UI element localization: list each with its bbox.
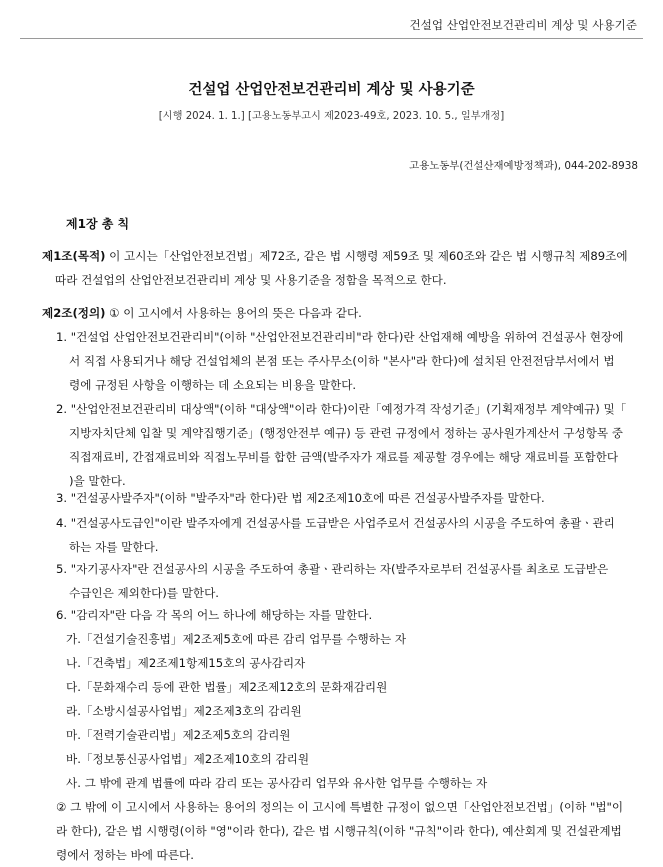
definition-item-4	[56, 511, 641, 559]
running-header: 건설업 산업안전보건관리비 계상 및 사용기준	[409, 18, 637, 32]
document-title: 건설업 산업안전보건관리비 계상 및 사용기준	[188, 82, 475, 98]
article-1-text: 따라 건설업의 산업안전보건관리비 계상 및 사용기준을 정함을 목적으로 한다.	[55, 273, 447, 287]
enactment-info: [시행 2024. 1. 1.] [고용노동부고시 제2023-49호, 2023. 10. 5., 일부개정]	[158, 111, 505, 122]
article-2-intro: ① 이 고시에서 사용하는 용어의 뜻은 다음과 같다.	[105, 306, 362, 320]
header-divider	[20, 38, 643, 39]
article-2-heading: 제2조(정의)	[42, 306, 106, 320]
article-1-heading: 제1조(목적)	[42, 249, 106, 263]
item-line: )을 말한다.	[69, 474, 126, 488]
item-line: 령에 규정된 사항을 이행하는 데 소요되는 비용을 말한다.	[69, 378, 357, 392]
definition-item-1	[56, 325, 641, 397]
paragraph-line: ② 그 밖에 이 고시에서 사용하는 용어의 정의는 이 고시에 특별한 규정이 없으면「산업안전보건법」(이하 "법"이	[56, 800, 624, 814]
item-line: 4. "건설공사도급인"이란 발주자에게 건설공사를 도급받은 사업주로서 건설공사의 시공을 주도하여 총괄ㆍ관리	[56, 516, 615, 530]
item-line: 지방자치단체 입찰 및 계약집행기준」(행정안전부 예규) 등 관련 규정에서 정하는 공사원가계산서 구성항목 중	[69, 426, 623, 440]
item-line: 직접재료비, 간접재료비와 직접노무비를 합한 금액(발주자가 재료를 제공할 경우에는 해당 재료비를 포함한다	[69, 450, 619, 464]
sub-item-ga: 가.「건설기술진흥법」제2조제5호에 따른 감리 업무를 수행하는 자	[66, 632, 407, 646]
item-line: 6. "감리자"란 다음 각 목의 어느 하나에 해당하는 자를 말한다.	[56, 608, 373, 622]
item-line: 5. "자기공사자"란 건설공사의 시공을 주도하여 총괄ㆍ관리하는 자(발주자로부터 건설공사를 최초로 도급받은	[56, 562, 609, 576]
article-1-text: 이 고시는「산업안전보건법」제72조, 같은 법 시행령 제59조 및 제60조와 같은 법 시행규칙 제89조에	[105, 249, 628, 263]
article-2-paragraph-2	[56, 795, 641, 867]
item-line: 1. "건설업 산업안전보건관리비"(이하 "산업안전보건관리비"라 한다)란 산업재해 예방을 위하여 건설공사 현장에	[56, 330, 624, 344]
definition-item-6	[56, 603, 641, 627]
item-line: 3. "건설공사발주자"(이하 "발주자"라 한다)란 법 제2조제10호에 따른 건설공사발주자를 말한다.	[56, 491, 545, 505]
article-2	[42, 301, 642, 325]
article-1	[42, 244, 642, 292]
definition-item-3	[56, 486, 641, 510]
item-line: 2. "산업안전보건관리비 대상액"(이하 "대상액"이라 한다)이란「예정가격 작성기준」(기획재정부 계약예규) 및「	[56, 402, 627, 416]
sub-item-sa: 사. 그 밖에 관계 법률에 따라 감리 또는 공사감리 업무와 유사한 업무를 수행하는 자	[66, 776, 488, 790]
sub-item-na: 나.「건축법」제2조제1항제15호의 공사감리자	[66, 656, 306, 670]
item-line: 하는 자를 말한다.	[69, 540, 159, 554]
sub-item-da: 다.「문화재수리 등에 관한 법률」제2조제12호의 문화재감리원	[66, 680, 388, 694]
ministry-contact: 고용노동부(건설산재예방정책과), 044-202-8938	[409, 160, 638, 172]
paragraph-line: 령에서 정하는 바에 따른다.	[56, 848, 194, 862]
sub-item-ra: 라.「소방시설공사업법」제2조제3호의 감리원	[66, 704, 302, 718]
item-line: 서 직접 사용되거나 해당 건설업체의 본점 또는 주사무소(이하 "본사"라 한다)에 설치된 안전전담부서에서 법	[69, 354, 615, 368]
definition-item-2	[56, 397, 641, 493]
sub-item-ba: 바.「정보통신공사업법」제2조제10호의 감리원	[66, 752, 310, 766]
chapter-heading: 제1장 총 칙	[66, 217, 130, 231]
definition-item-5	[56, 557, 641, 605]
paragraph-line: 라 한다), 같은 법 시행령(이하 "영"이라 한다), 같은 법 시행규칙(이하 "규칙"이라 한다), 예산회계 및 건설관계법	[56, 824, 622, 838]
sub-item-ma: 마.「전력기술관리법」제2조제5호의 감리원	[66, 728, 291, 742]
item-line: 수급인은 제외한다)를 말한다.	[69, 586, 219, 600]
